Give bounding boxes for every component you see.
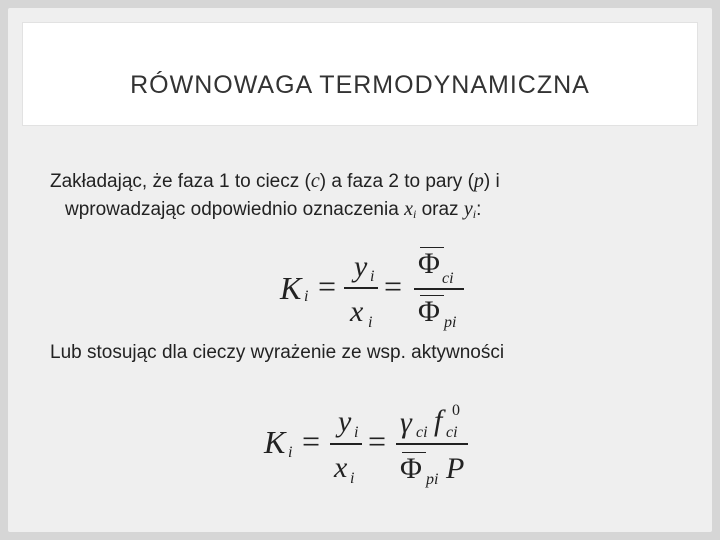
- paragraph-1-line-1: [50, 168, 500, 195]
- eq1-x: x: [350, 295, 364, 328]
- eq1-phi-pi: Φ: [418, 295, 440, 328]
- eq2-x: x: [334, 451, 348, 484]
- eq2-K: K: [264, 424, 286, 460]
- eq2-equals-2: =: [368, 423, 387, 459]
- text: :: [476, 199, 482, 220]
- var-x: x: [404, 198, 413, 220]
- title-box: [22, 22, 698, 126]
- eq2-y-sub: i: [354, 424, 359, 441]
- eq2-phi-pi: Φ: [400, 452, 422, 485]
- eq2-frac-bar-2: [396, 443, 468, 445]
- eq2-phi-pi-sub: pi: [426, 471, 439, 488]
- eq2-x-sub: i: [350, 470, 355, 487]
- eq1-phi-ci: Φ: [418, 247, 440, 280]
- eq1-phi-pi-sub: pi: [444, 314, 457, 331]
- eq1-y-sub: i: [370, 268, 375, 285]
- var-p: p: [473, 170, 484, 192]
- eq2-f-sub: ci: [446, 424, 458, 441]
- text: oraz: [416, 199, 464, 220]
- eq1-equals-2: =: [384, 268, 403, 304]
- eq1-x-sub: i: [368, 314, 373, 331]
- eq2-gamma: γ: [400, 406, 412, 439]
- eq1-y: y: [354, 250, 368, 283]
- eq2-P: P: [446, 452, 465, 485]
- text: wprowadzając odpowiednio oznaczenia: [65, 199, 405, 220]
- eq2-f-sup: 0: [452, 402, 460, 419]
- text: ) i: [483, 171, 500, 192]
- eq2-gamma-sub: ci: [416, 424, 428, 441]
- text: ) a faza 2 to pary (: [319, 171, 474, 192]
- slide-title: RÓWNOWAGA TERMODYNAMICZNA: [130, 71, 590, 99]
- eq1-phi-ci-sub: ci: [442, 270, 454, 287]
- sub-i: i: [472, 207, 477, 221]
- eq2-frac-bar-1: [330, 443, 362, 445]
- var-c: c: [310, 170, 320, 192]
- eq1-frac-bar-2: [414, 288, 464, 290]
- var-y: y: [463, 198, 473, 220]
- sub-i: i: [412, 207, 417, 221]
- paragraph-1-line-2: [65, 196, 481, 227]
- eq1-frac-bar-1: [344, 287, 378, 289]
- eq1-equals: =: [318, 268, 337, 304]
- text: Zakładając, że faza 1 to ciecz (: [50, 171, 311, 192]
- eq2-y: y: [338, 405, 352, 438]
- paragraph-2: Lub stosując dla cieczy wyrażenie ze wsp. aktywności: [50, 342, 505, 363]
- eq2-equals: =: [302, 423, 321, 459]
- eq2-f: f: [434, 404, 443, 437]
- eq1-K: K: [280, 270, 302, 306]
- eq1-K-sub: i: [304, 288, 309, 305]
- eq2-K-sub: i: [288, 444, 293, 461]
